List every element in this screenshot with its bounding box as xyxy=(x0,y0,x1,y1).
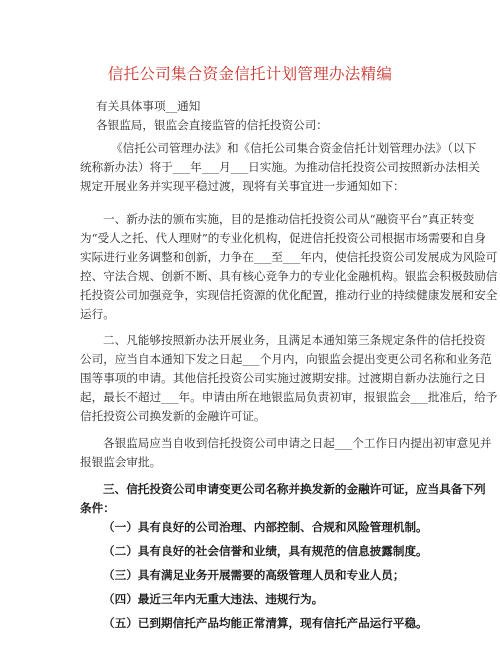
condition-item-1: （一）具有良好的公司治理、内部控制、合规和风险管理机制。 xyxy=(103,520,428,534)
condition-item-2: （二）具有良好的社会信誉和业绩，具有规范的信息披露制度。 xyxy=(103,544,428,558)
section2-line-2: 公司，应当自本通知下发之日起___个月内，向银监会提出变更公司名称和业务范 xyxy=(80,352,492,366)
intro-line-2: 统称新办法）将于___年___月___日实施。为推动信托投资公司按照新办法相关 xyxy=(80,160,480,174)
condition-item-4: （四）最近三年内无重大违法、违规行为。 xyxy=(103,592,324,606)
document-title: 信托公司集合资金信托计划管理办法精编 xyxy=(107,65,393,83)
section1-line-6: 运行。 xyxy=(80,307,115,321)
section1-line-4: 控、守法合规、创新不断、具有核心竞争力的专业化金融机构。银监会积极鼓励信 xyxy=(80,269,498,283)
section2b-line-2: 报银监会审批。 xyxy=(80,455,162,469)
section1-line-3: 实际进行业务调整和创新，力争在___至___年内，使信托投资公司发展成为风险可 xyxy=(80,250,498,264)
section1-line-2: 为“受人之托、代人理财”的专业化机构，促进信托投资公司根据市场需要和自身 xyxy=(80,231,487,245)
condition-item-3: （三）具有满足业务开展需要的高级管理人员和专业人员； xyxy=(103,568,405,582)
section3-heading-line-2: 条件： xyxy=(80,501,115,515)
intro-line-1: 《信托公司管理办法》和《信托公司集合资金信托计划管理办法》（以下 xyxy=(111,141,477,155)
section1-line-5: 托投资公司加强竞争，实现信托资源的优化配置，推动行业的持续健康发展和安全 xyxy=(80,288,498,302)
section2-line-4: 起，最长不超过___年。申请由所在地银监局负责初审，报银监会___批准后，给予 xyxy=(80,390,498,404)
section3-heading-line-1: 三、信托投资公司申请变更公司名称并换发新的金融许可证，应当具备下列 xyxy=(103,482,486,496)
intro-line-3: 规定开展业务并实现平稳过渡，现将有关事宜进一步通知如下： xyxy=(80,179,405,193)
section2-line-1: 二、凡能够按照新办法开展业务，且满足本通知第三条规定条件的信托投资 xyxy=(103,333,486,347)
condition-item-5: （五）已到期信托产品均能正常清算，现有信托产品运行平稳。 xyxy=(103,616,428,630)
section2-line-3: 围等事项的申请。其他信托投资公司实施过渡期安排。过渡期自新办法施行之日 xyxy=(80,371,486,385)
section2b-line-1: 各银监局应当自收到信托投资公司申请之日起___个工作日内提出初审意见并 xyxy=(103,436,492,450)
subject-line: 有关具体事项__通知 xyxy=(96,99,201,113)
section1-line-1: 一、新办法的颁布实施，目的是推动信托投资公司从“融资平台”真正转变 xyxy=(103,212,475,226)
salutation-line: 各银监局，银监会直接监管的信托投资公司： xyxy=(96,118,328,132)
section2-line-5: 信托投资公司换发新的金融许可证。 xyxy=(80,409,266,423)
